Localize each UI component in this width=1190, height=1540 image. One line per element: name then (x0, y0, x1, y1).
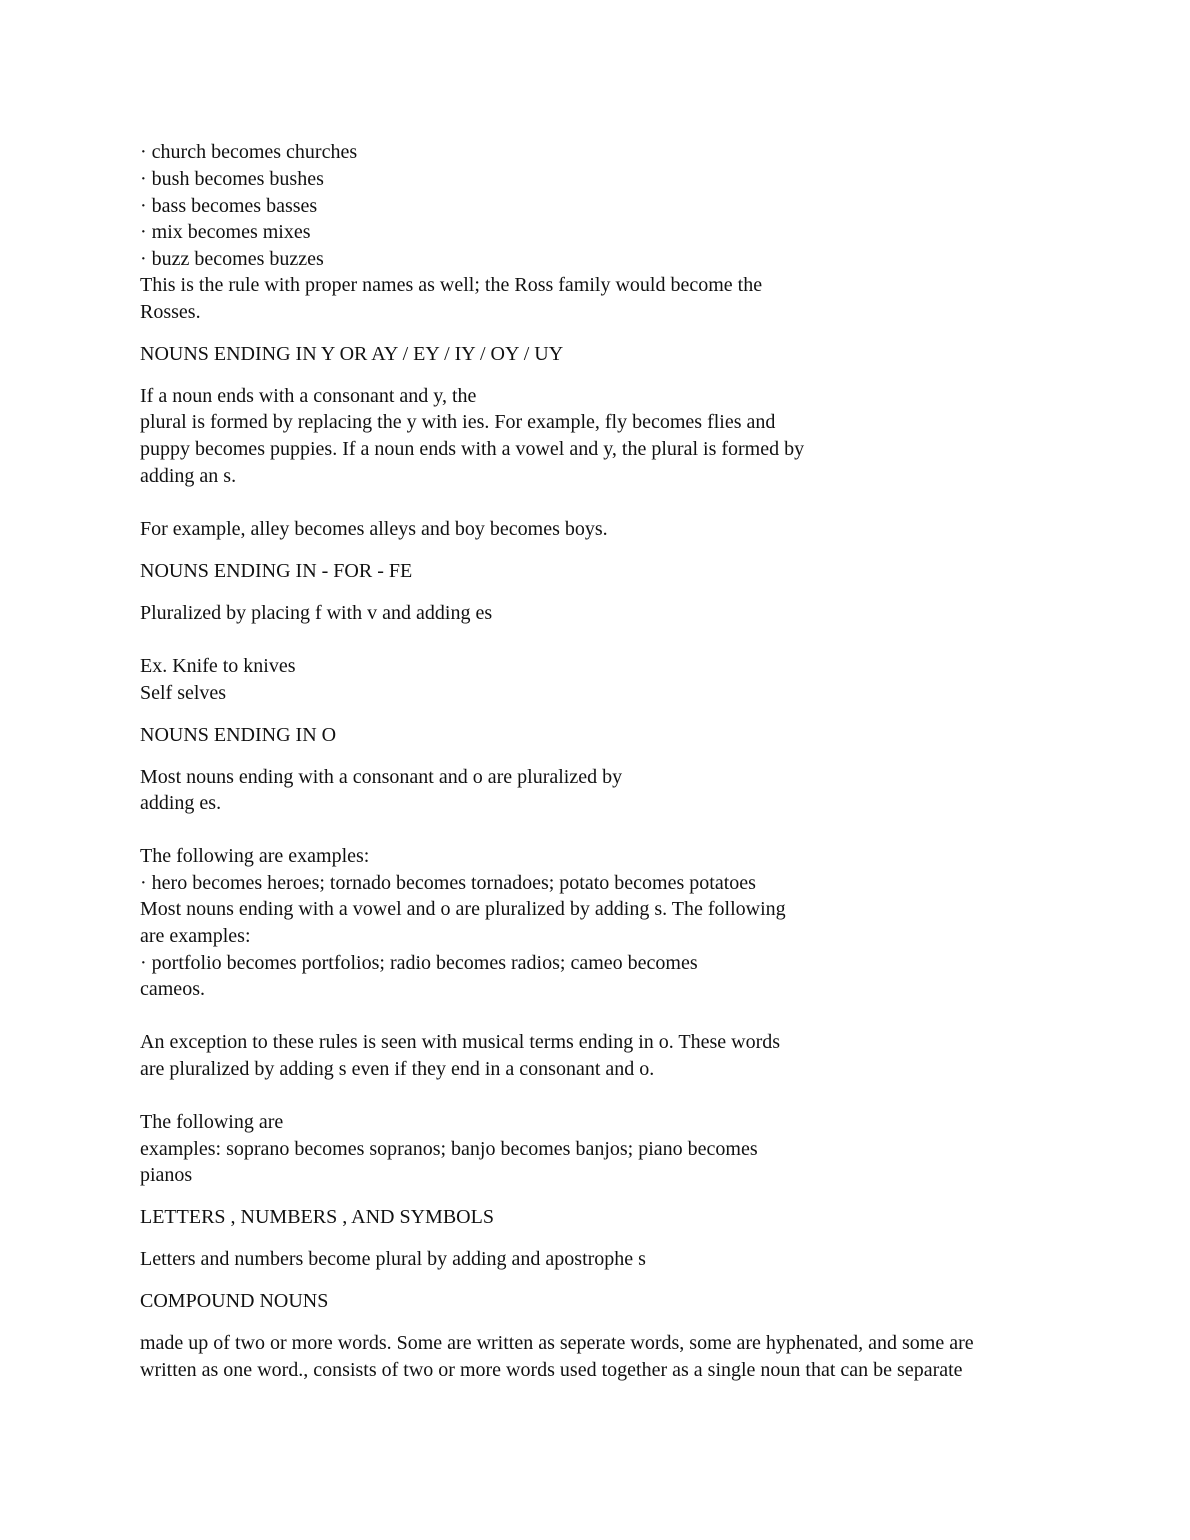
heading-nouns-ending-o: NOUNS ENDING IN O (140, 724, 337, 746)
bullet-mix: · mix becomes mixes (140, 221, 311, 243)
bullet-buzz: · buzz becomes buzzes (140, 248, 324, 270)
heading-nouns-ending-y: NOUNS ENDING IN Y OR AY / EY / IY / OY / UY (140, 343, 564, 365)
y-rule-line-4: adding an s. (140, 465, 237, 487)
o-rule-line-2: adding es. (140, 792, 222, 814)
bullet-bass: · bass becomes basses (140, 195, 318, 217)
f-example-knife: Ex. Knife to knives (140, 655, 296, 677)
o-rule-line-1: Most nouns ending with a consonant and o are pluralized by (140, 766, 623, 788)
o-examples-portfolio: · portfolio becomes portfolios; radio becomes radios; cameo becomes (140, 952, 698, 974)
y-example: For example, alley becomes alleys and boy becomes boys. (140, 518, 608, 540)
o-examples-intro: The following are examples: (140, 845, 370, 867)
o-exception-examples-line-2: examples: soprano becomes sopranos; banjo becomes banjos; piano becomes (140, 1138, 758, 1160)
o-exception-line-2: are pluralized by adding s even if they end in a consonant and o. (140, 1058, 655, 1080)
o-exception-examples-line-3: pianos (140, 1164, 193, 1186)
proper-names-line-1: This is the rule with proper names as well; the Ross family would become the (140, 274, 763, 296)
y-rule-line-3: puppy becomes puppies. If a noun ends with a vowel and y, the plural is formed by (140, 438, 805, 460)
y-rule-line-2: plural is formed by replacing the y with ies. For example, fly becomes flies and (140, 411, 776, 433)
compound-text-line-1: made up of two or more words. Some are written as seperate words, some are hyphenated, and some are (140, 1332, 974, 1354)
f-example-self: Self selves (140, 682, 227, 704)
o-exception-line-1: An exception to these rules is seen with musical terms ending in o. These words (140, 1031, 781, 1053)
o-exception-examples-line-1: The following are (140, 1111, 284, 1133)
heading-nouns-ending-f: NOUNS ENDING IN - FOR - FE (140, 560, 413, 582)
o-vowel-rule-line-1: Most nouns ending with a vowel and o are pluralized by adding s. The following (140, 898, 786, 920)
proper-names-line-2: Rosses. (140, 301, 201, 323)
heading-letters-numbers-symbols: LETTERS , NUMBERS , AND SYMBOLS (140, 1206, 494, 1228)
o-vowel-rule-line-2: are examples: (140, 925, 251, 947)
f-rule: Pluralized by placing f with v and adding es (140, 602, 493, 624)
bullet-church: · church becomes churches (140, 141, 358, 163)
letters-rule: Letters and numbers become plural by adding and apostrophe s (140, 1248, 646, 1270)
y-rule-line-1: If a noun ends with a consonant and y, the (140, 385, 477, 407)
bullet-bush: · bush becomes bushes (140, 168, 324, 190)
compound-text-line-2: written as one word., consists of two or more words used together as a single noun that can be separate (140, 1359, 963, 1381)
o-examples-hero: · hero becomes heroes; tornado becomes tornadoes; potato becomes potatoes (140, 872, 756, 894)
heading-compound-nouns: COMPOUND NOUNS (140, 1290, 329, 1312)
o-examples-cameos: cameos. (140, 978, 205, 1000)
